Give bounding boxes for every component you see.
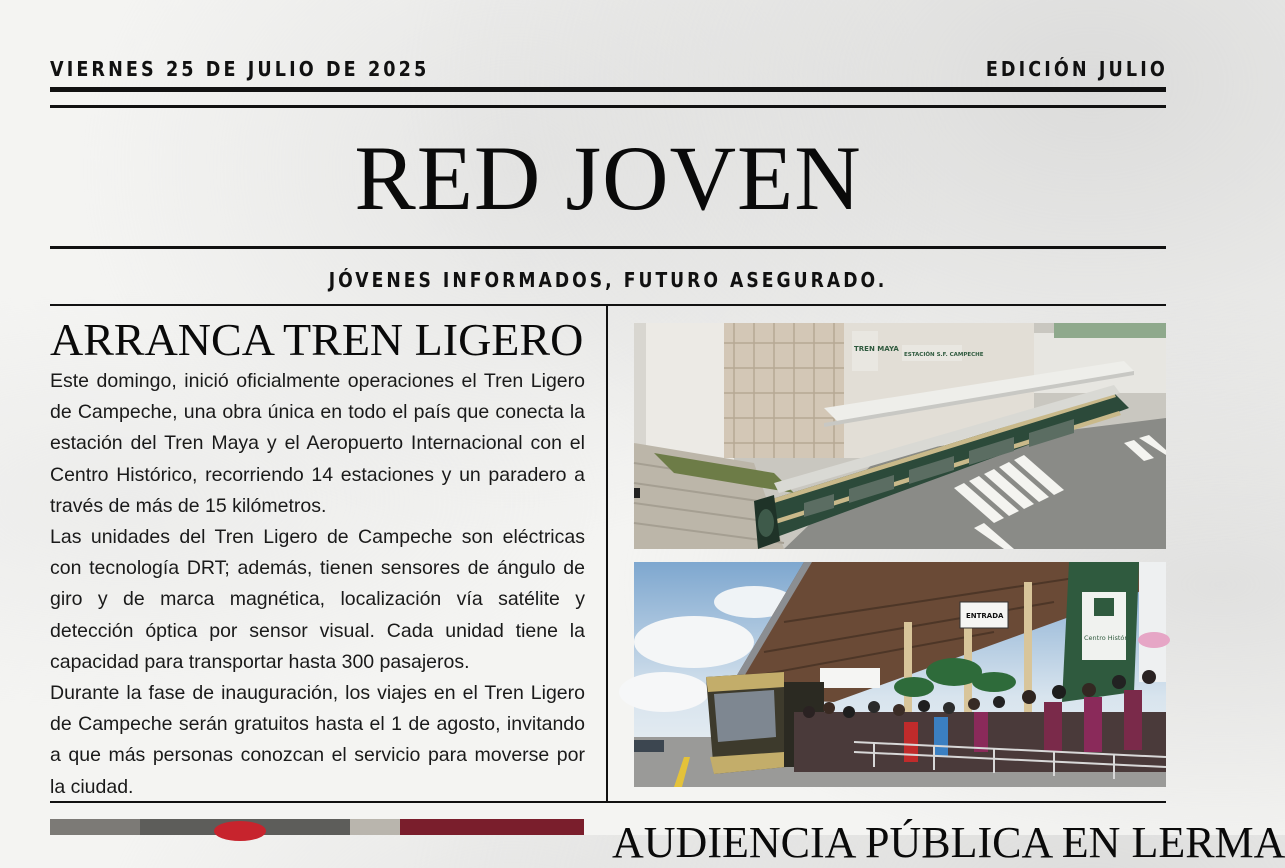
edition-label: EDICIÓN JULIO xyxy=(985,57,1168,81)
article-body xyxy=(50,366,585,803)
tram-station-illustration xyxy=(634,323,1166,549)
centro-historico-sign: Centro Histórico xyxy=(1084,634,1137,642)
newspaper-title: RED JOVEN xyxy=(354,127,862,229)
next-article-headline: AUDIENCIA PÚBLICA EN LERMA xyxy=(612,818,1285,867)
entrada-sign: ENTRADA xyxy=(966,612,1004,620)
section-rule xyxy=(50,801,1166,803)
tram-station-photo xyxy=(634,323,1166,549)
tagline: JÓVENES INFORMADOS, FUTURO ASEGURADO. xyxy=(328,268,888,292)
tram-inauguration-photo xyxy=(634,562,1166,787)
column-divider xyxy=(606,306,608,802)
issue-date: VIERNES 25 DE JULIO DE 2025 xyxy=(50,57,430,81)
next-article-illustration xyxy=(50,819,584,835)
station-name-sign: ESTACIÓN S.F. CAMPECHE xyxy=(904,352,984,358)
next-article-photo xyxy=(50,819,584,835)
header-thin-rule xyxy=(50,105,1166,108)
tagline-rule xyxy=(50,304,1166,306)
station-brand-sign: TREN MAYA xyxy=(854,345,899,353)
article-headline: ARRANCA TREN LIGERO xyxy=(50,314,584,365)
tram-inauguration-illustration xyxy=(634,562,1166,787)
article-paragraph: Este domingo, inició oficialmente operaciones el Tren Ligero de Campeche, una obra única en todo el país que conecta la estación del Tren Maya y el Aeropuerto Internacional con el Centro Histórico, recorriendo 14 estaciones y un paradero a través de más de 15 kilómetros. xyxy=(50,370,585,517)
article-paragraph: Las unidades del Tren Ligero de Campeche son eléctricas con tecnología DRT; además, tienen sensores de ángulo de giro y de marca magnética, localización vía satélite y detección óptica por sensor visual. Cada unidad tiene la capacidad para transportar hasta 300 pasajeros. xyxy=(50,526,585,673)
header-thick-rule xyxy=(50,87,1166,92)
article-paragraph: Durante la fase de inauguración, los viajes en el Tren Ligero de Campeche serán gratuitos hasta el 1 de agosto, invitando a que más personas conozcan el servicio para moverse por la ciudad. xyxy=(50,682,585,798)
masthead-rule xyxy=(50,246,1166,249)
